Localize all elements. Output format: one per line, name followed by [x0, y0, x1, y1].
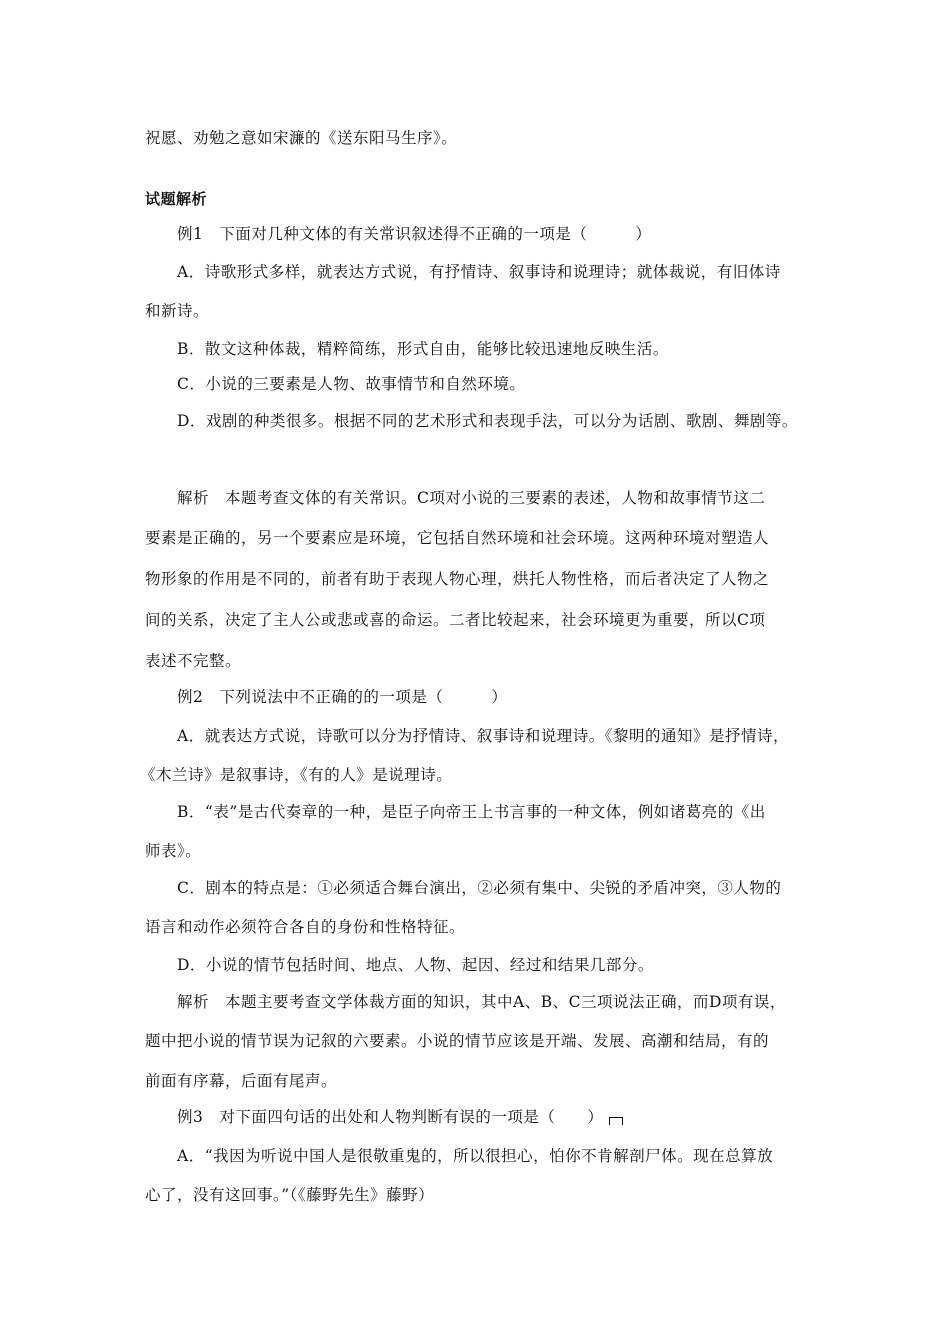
example-2-option-b: B．“表”是古代奏章的一种，是臣子向帝王上书言事的一种文体，例如诸葛亮的《出	[177, 803, 766, 821]
example-2-analysis-cont: 前面有序幕，后面有尾声。	[145, 1072, 338, 1090]
example-2-option-a-cont: 《木兰诗》是叙事诗，《有的人》是说理诗。	[140, 766, 453, 784]
example-1-option-a-cont: 和新诗。	[145, 302, 210, 320]
example-2-option-c-cont: 语言和动作必须符合各自的身份和性格特征。	[145, 918, 466, 936]
example-3-option-a-cont: 心了，没有这回事。”（《藤野先生》藤野）	[145, 1186, 435, 1204]
example-1-analysis: 解析 本题考查文体的有关常识。C项对小说的三要素的表述，人物和故事情节这二	[177, 489, 766, 507]
example-2-option-b-cont: 师表》。	[145, 842, 202, 860]
example-1-analysis-cont: 间的关系，决定了主人公或悲或喜的命运。二者比较起来，社会环境更为重要，所以C项	[145, 611, 766, 629]
example-2-option-c: C．剧本的特点是：①必须适合舞台演出，②必须有集中、尖锐的矛盾冲突，③人物的	[177, 879, 782, 897]
example-1-option-b: B．散文这种体裁，精粹简练，形式自由，能够比较迅速地反映生活。	[177, 340, 669, 358]
example-2-analysis-cont: 题中把小说的情节误为记叙的六要素。小说的情节应该是开端、发展、高潮和结局，有的	[145, 1032, 770, 1050]
section-title: 试题解析	[145, 190, 208, 208]
example-1-option-d: D．戏剧的种类很多。根据不同的艺术形式和表现手法，可以分为话剧、歌剧、舞剧等。	[177, 412, 798, 430]
bracket-mark-icon	[609, 1117, 623, 1125]
intro-line: 祝愿、劝勉之意如宋濂的《送东阳马生序》。	[145, 129, 458, 147]
example-1-option-c: C．小说的三要素是人物、故事情节和自然环境。	[177, 375, 526, 393]
example-1-analysis-cont: 物形象的作用是不同的，前者有助于表现人物心理，烘托人物性格，而后者决定了人物之	[145, 570, 770, 588]
example-2-option-d: D．小说的情节包括时间、地点、人物、起因、经过和结果几部分。	[177, 956, 654, 974]
example-2-option-a: A．就表达方式说，诗歌可以分为抒情诗、叙事诗和说理诗。《黎明的通知》是抒情诗，	[177, 727, 789, 745]
example-1-analysis-cont: 表述不完整。	[145, 652, 242, 670]
example-1-analysis-cont: 要素是正确的，另一个要素应是环境，它包括自然环境和社会环境。这两种环境对塑造人	[145, 529, 770, 547]
example-2-analysis: 解析 本题主要考查文学体裁方面的知识，其中A、B、C三项说法正确，而D项有误，	[177, 993, 786, 1011]
example-2-question: 例2 下列说法中不正确的的一项是（ ）	[177, 688, 508, 706]
example-1-question: 例1 下面对几种文体的有关常识叙述得不正确的一项是（ ）	[177, 225, 652, 243]
example-1-option-a: A．诗歌形式多样，就表达方式说，有抒情诗、叙事诗和说理诗；就体裁说，有旧体诗	[177, 263, 781, 281]
example-3-question-text: 例3 对下面四句话的出处和人物判断有误的一项是（ ）	[177, 1108, 604, 1126]
example-3-question	[177, 1107, 623, 1127]
example-3-option-a: A．“我因为听说中国人是很敬重鬼的，所以很担心，怕你不肯解剖尸体。现在总算放	[177, 1147, 774, 1165]
